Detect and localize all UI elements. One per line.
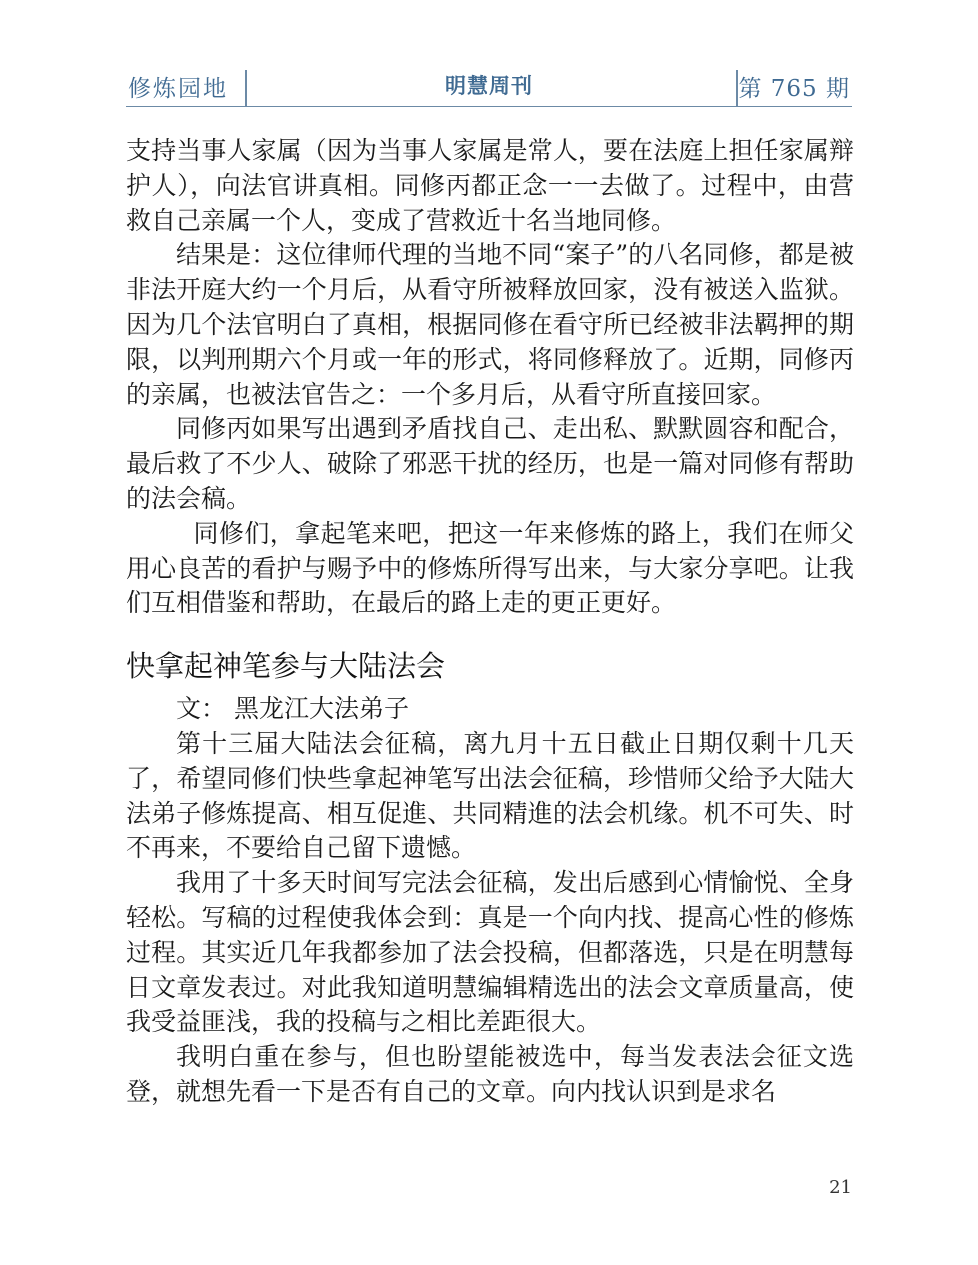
page-content xyxy=(126,134,854,1110)
paragraph: 结果是：这位律师代理的当地不同“案子”的八名同修，都是被非法开庭大约一个月后，从看守所被释放回家，没有被送入监狱。因为几个法官明白了真相，根据同修在看守所已经被非法羁押的期限，以判刑期六个月或一年的形式，将同修释放了。近期，同修丙的亲属，也被法官告之：一个多月后，从看守所直接回家。 xyxy=(126,240,854,409)
paragraph: 同修丙如果写出遇到矛盾找自己、走出私、默默圆容和配合，最后救了不少人、破除了邪恶干扰的经历，也是一篇对同修有帮助的法会稿。 xyxy=(126,414,854,513)
paragraph: 同修们，拿起笔来吧，把这一年来修炼的路上，我们在师父用心良苦的看护与赐予中的修炼所得写出来，与大家分享吧。让我们互相借鉴和帮助，在最后的路上走的更正更好。 xyxy=(126,518,854,618)
page-number: 21 xyxy=(829,1177,852,1198)
issue-number: 第 765 期 xyxy=(738,76,850,102)
section-name: 修炼园地 xyxy=(128,76,228,102)
article-byline: 文： 黑龙江大法弟子 xyxy=(176,694,409,724)
publication-title: 明慧周刊 xyxy=(445,74,533,98)
paragraph: 支持当事人家属（因为当事人家属是常人，要在法庭上担任家属辩护人），向法官讲真相。同修丙都正念一一去做了。过程中，由营救自己亲属一个人，变成了营救近十名当地同修。 xyxy=(126,136,854,235)
header-divider-right xyxy=(736,70,738,106)
paragraph: 第十三届大陆法会征稿，离九月十五日截止日期仅剩十几天了，希望同修们快些拿起神笔写出法会征稿，珍惜师父给予大陆大法弟子修炼提高、相互促進、共同精進的法会机缘。机不可失、时不再来，不要给自己留下遗憾。 xyxy=(126,728,854,863)
paragraph: 我用了十多天时间写完法会征稿，发出后感到心情愉悦、全身轻松。写稿的过程使我体会到：真是一个向内找、提高心性的修炼过程。其实近几年我都参加了法会投稿，但都落选，只是在明慧每日文章发表过。对此我知道明慧编辑精选出的法会文章质量高，使我受益匪浅，我的投稿与之相比差距很大。 xyxy=(126,868,854,1037)
running-header xyxy=(126,66,852,107)
paragraph: 我明白重在参与，但也盼望能被选中，每当发表法会征文选登，就想先看一下是否有自己的文章。向内找认识到是求名 xyxy=(126,1042,854,1106)
article-title: 快拿起神笔参与大陆法会 xyxy=(126,649,446,684)
